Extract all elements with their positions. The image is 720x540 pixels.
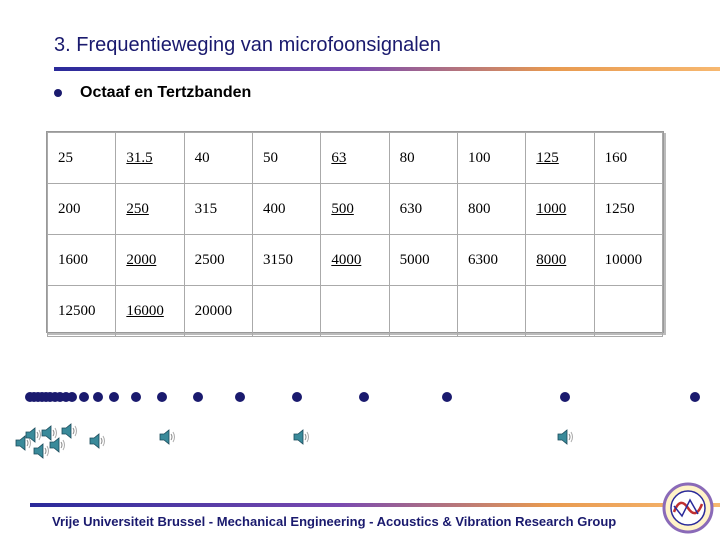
- table-cell: 400: [252, 184, 320, 235]
- table-cell: 25: [48, 133, 116, 184]
- table-cell: 315: [184, 184, 252, 235]
- table-cell: 8000: [526, 235, 594, 286]
- table-cell: 40: [184, 133, 252, 184]
- frequency-dot: [359, 392, 369, 402]
- frequency-dot: [131, 392, 141, 402]
- frequency-dot: [690, 392, 700, 402]
- frequency-dot: [157, 392, 167, 402]
- frequency-dot: [442, 392, 452, 402]
- table-cell: [321, 286, 389, 337]
- table-cell: 50: [252, 133, 320, 184]
- speaker-icon[interactable]: [556, 428, 574, 446]
- table-cell: 100: [457, 133, 525, 184]
- university-logo: [662, 482, 714, 534]
- footer-text: Vrije Universiteit Brussel - Mechanical Engineering - Acoustics & Vibration Research Group: [52, 514, 617, 529]
- bullet-text: Octaaf en Tertzbanden: [80, 84, 252, 101]
- bullet-icon: [54, 89, 62, 97]
- table-cell: 160: [594, 133, 662, 184]
- frequency-dot: [109, 392, 119, 402]
- table-cell: 3150: [252, 235, 320, 286]
- table-row: [48, 133, 663, 184]
- table-cell: [594, 286, 662, 337]
- table-cell: 20000: [184, 286, 252, 337]
- speaker-icon[interactable]: [60, 422, 78, 440]
- table-row: [48, 184, 663, 235]
- table-cell: [526, 286, 594, 337]
- frequency-dot: [235, 392, 245, 402]
- table-cell: 1600: [48, 235, 116, 286]
- table-cell: [252, 286, 320, 337]
- table-cell: 630: [389, 184, 457, 235]
- table-cell: 1250: [594, 184, 662, 235]
- table-cell: 2500: [184, 235, 252, 286]
- frequency-dot: [560, 392, 570, 402]
- table-row: [48, 286, 663, 337]
- title-divider: [54, 67, 720, 71]
- speaker-icon[interactable]: [292, 428, 310, 446]
- bullet-item: [54, 84, 251, 102]
- table-cell: 5000: [389, 235, 457, 286]
- frequency-dot: [193, 392, 203, 402]
- frequency-dot: [79, 392, 89, 402]
- speaker-icon[interactable]: [88, 432, 106, 450]
- table-cell: 125: [526, 133, 594, 184]
- speaker-icon[interactable]: [158, 428, 176, 446]
- footer-divider: [30, 503, 720, 507]
- table-cell: 63: [321, 133, 389, 184]
- table-cell: [389, 286, 457, 337]
- table-cell: 500: [321, 184, 389, 235]
- table-cell: 1000: [526, 184, 594, 235]
- table-cell: 200: [48, 184, 116, 235]
- table-cell: 31.5: [116, 133, 184, 184]
- table-cell: 4000: [321, 235, 389, 286]
- table-cell: 12500: [48, 286, 116, 337]
- table-cell: 6300: [457, 235, 525, 286]
- table-row: [48, 235, 663, 286]
- frequency-dot: [292, 392, 302, 402]
- slide-title: 3. Frequentieweging van microfoonsignalen: [54, 34, 441, 56]
- table-cell: 10000: [594, 235, 662, 286]
- frequency-table: [46, 131, 664, 333]
- table-cell: 80: [389, 133, 457, 184]
- table-cell: [457, 286, 525, 337]
- table-cell: 16000: [116, 286, 184, 337]
- frequency-dot: [67, 392, 77, 402]
- table-cell: 2000: [116, 235, 184, 286]
- frequency-dot: [93, 392, 103, 402]
- frequency-dot-row: [0, 388, 720, 408]
- table-cell: 800: [457, 184, 525, 235]
- table-cell: 250: [116, 184, 184, 235]
